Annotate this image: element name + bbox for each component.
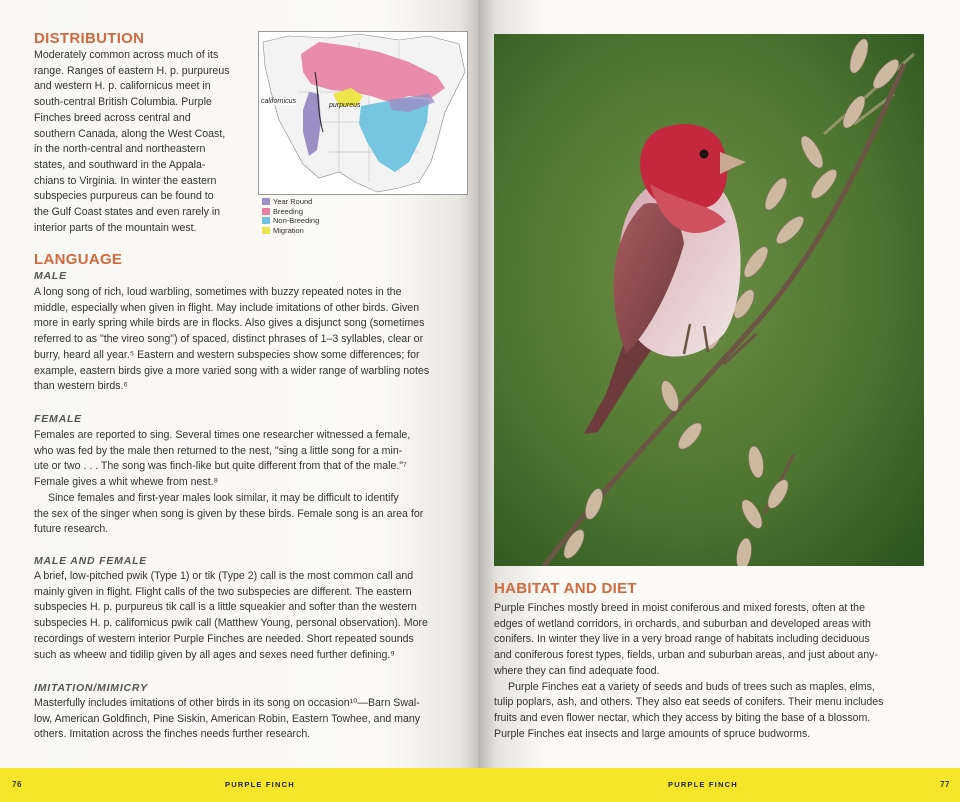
text-line: Moderately common across much of its xyxy=(34,49,219,61)
imitation-text xyxy=(34,696,474,743)
text-line: and coniferous forest types, fields, urban and suburban areas, and just about any- xyxy=(494,649,878,662)
text-line: the Gulf Coast states and even rarely in xyxy=(34,206,221,219)
text-line: middle, especially when given in flight. May include imitations of other birds. Given xyxy=(34,301,420,314)
text-line: mainly given in flight. Flight calls of the two subspecies are different. The eastern xyxy=(34,585,412,598)
text-line: than western birds.⁶ xyxy=(34,380,128,393)
right-page xyxy=(478,0,960,802)
text-line: recordings of western interior Purple Finches are needed. Short repeated sounds xyxy=(34,632,414,645)
range-map-graphic xyxy=(259,32,467,194)
text-line: Females are reported to sing. Several times one researcher witnessed a female, xyxy=(34,429,411,441)
text-line: southern Canada, along the West Coast, xyxy=(34,127,226,140)
male-subheading: MALE xyxy=(34,270,67,282)
map-label-californicus: californicus xyxy=(261,98,297,105)
legend-label: Year Round xyxy=(273,197,313,206)
legend-swatch xyxy=(262,198,270,205)
text-line: subspecies H. p. californicus pwik call (Matthew Young, personal observation). More xyxy=(34,617,428,630)
text-line: others. Imitation across the finches needs further research. xyxy=(34,728,311,741)
legend-item xyxy=(262,197,319,207)
page-number-left: 76 xyxy=(12,780,22,789)
distribution-heading: DISTRIBUTION xyxy=(34,30,145,47)
text-line: Female gives a whit whewe from nest.⁸ xyxy=(34,476,219,489)
text-line: referred to as "the vireo song") of spaced, distinct phrases of 1–3 syllables, clear or xyxy=(34,333,424,346)
range-map xyxy=(258,31,468,195)
imitation-subheading: IMITATION/MIMICRY xyxy=(34,682,148,694)
text-line: A brief, low-pitched pwik (Type 1) or tik (Type 2) call is the most common call and xyxy=(34,570,414,582)
text-line: interior parts of the mountain west. xyxy=(34,221,197,234)
right-footer xyxy=(478,768,960,802)
legend-item xyxy=(262,207,319,217)
legend-swatch xyxy=(262,208,270,215)
text-line: the sex of the singer when song is given by these birds. Female song is an area for xyxy=(34,507,424,520)
text-line: chians to Virginia. In winter the eastern xyxy=(34,174,217,187)
language-heading: LANGUAGE xyxy=(34,251,123,268)
text-line: Purple Finches eat insects and large amounts of spruce budworms. xyxy=(494,727,811,740)
text-line: example, eastern birds give a more varied song with a wider range of warbling notes xyxy=(34,364,430,377)
left-page xyxy=(0,0,478,802)
purple-finch-illustration xyxy=(494,34,924,566)
male-text xyxy=(34,285,474,395)
distribution-text xyxy=(34,48,254,236)
text-line: and western H. p. californicus meet in xyxy=(34,80,211,93)
text-line: states, and southward in the Appala- xyxy=(34,158,206,171)
legend-item xyxy=(262,216,319,226)
legend-label: Non-Breeding xyxy=(273,216,320,225)
text-line: in the north-central and northeastern xyxy=(34,143,206,156)
text-line: who was fed by the male then returned to the nest, "sing a little song for a min- xyxy=(34,444,403,457)
running-head-left: PURPLE FINCH xyxy=(225,780,295,789)
running-head-right: PURPLE FINCH xyxy=(668,780,738,789)
female-text xyxy=(34,428,474,538)
text-line: Finches breed across central and xyxy=(34,111,191,124)
text-line: ute or two . . . The song was finch-like but quite different from that of the male."⁷ xyxy=(34,460,407,473)
female-subheading: FEMALE xyxy=(34,413,82,425)
text-line: burry, heard all year.⁵ Eastern and western subspecies show some differences; for xyxy=(34,348,420,361)
text-line: Since females and first-year males look similar, it may be difficult to identify xyxy=(48,491,399,504)
text-line: subspecies purpureus can be found to xyxy=(34,190,214,203)
text-line: conifers. In winter they live in a very broad range of habitats including deciduous xyxy=(494,633,870,646)
text-line: Masterfully includes imitations of other birds in its song on occasion¹⁰—Barn Swal- xyxy=(34,697,420,709)
text-line: such as wheew and tidilip given by all ages and sexes need further defining.⁹ xyxy=(34,648,395,661)
male-and-female-subheading: MALE AND FEMALE xyxy=(34,555,148,567)
text-line: edges of wetland corridors, in orchards, and suburban and developed areas with xyxy=(494,617,871,630)
legend-item xyxy=(262,226,319,236)
map-label-purpureus: purpureus xyxy=(329,102,361,109)
legend-swatch xyxy=(262,227,270,234)
purple-finch-photo xyxy=(494,34,924,566)
text-line: range. Ranges of eastern H. p. purpureus xyxy=(34,64,230,77)
text-line: Purple Finches mostly breed in moist coniferous and mixed forests, often at the xyxy=(494,602,865,614)
legend-label: Breeding xyxy=(273,206,304,216)
text-line: Purple Finches eat a variety of seeds and buds of trees such as maples, elms, xyxy=(508,680,875,693)
left-footer xyxy=(0,768,478,802)
text-line: A long song of rich, loud warbling, sometimes with buzzy repeated notes in the xyxy=(34,286,402,298)
text-line: tulip poplars, ash, and others. They also eat seeds of conifers. Their menu includes xyxy=(494,696,884,709)
text-line: subspecies H. p. purpureus tik call is a little squeakier and softer than the western xyxy=(34,601,417,614)
text-line: low, American Goldfinch, Pine Siskin, American Robin, Eastern Towhee, and many xyxy=(34,712,421,725)
text-line: future research. xyxy=(34,523,109,536)
page-number-right: 77 xyxy=(940,780,950,789)
text-line: south-central British Columbia. Purple xyxy=(34,96,212,109)
male-and-female-text xyxy=(34,569,474,663)
map-legend xyxy=(262,197,319,235)
text-line: where they can find adequate food. xyxy=(494,664,660,677)
habitat-heading: HABITAT AND DIET xyxy=(494,580,637,597)
legend-label: Migration xyxy=(273,225,304,235)
habitat-text xyxy=(494,601,954,742)
legend-swatch xyxy=(262,217,270,224)
text-line: more in early spring while birds are in flocks. Also gives a disjunct song (sometimes xyxy=(34,317,425,330)
text-line: fruits and even flower nectar, which they access by biting the base of a blossom. xyxy=(494,711,871,724)
